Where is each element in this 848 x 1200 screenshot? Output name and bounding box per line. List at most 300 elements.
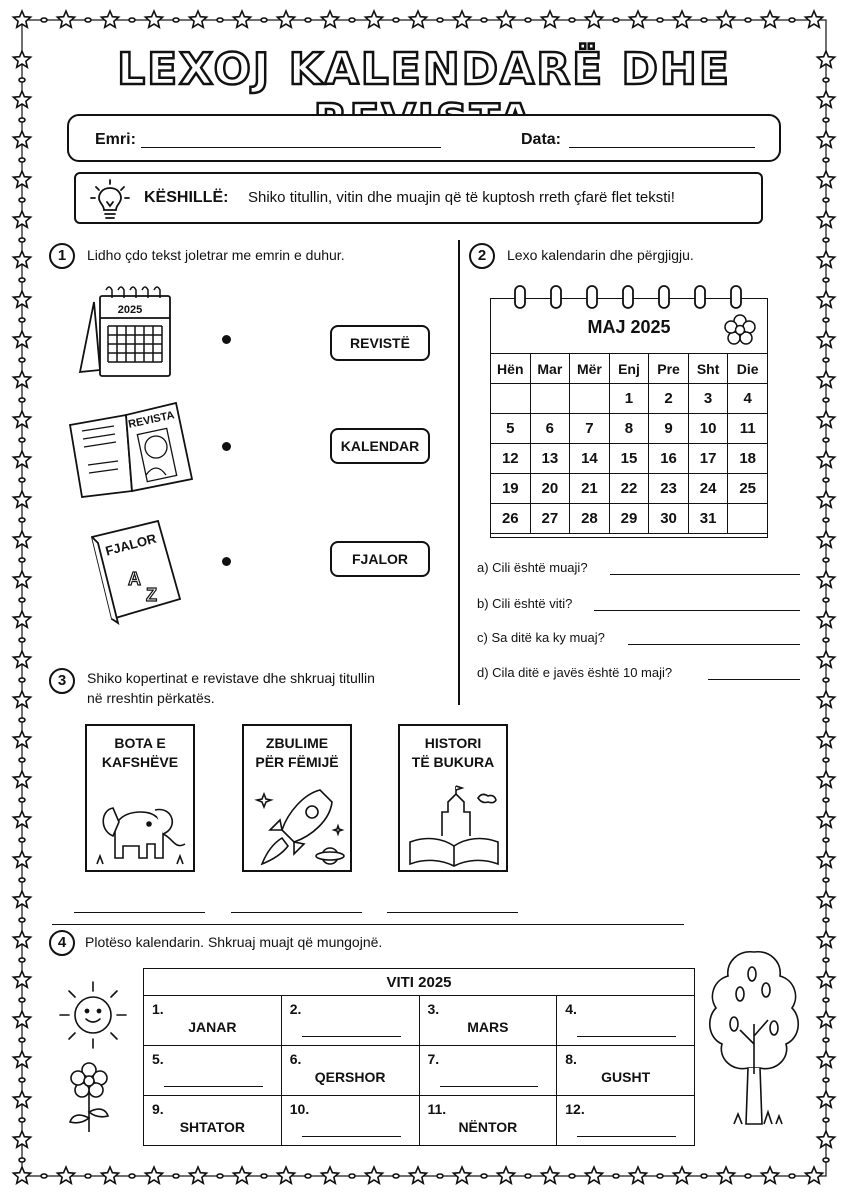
calendar-day-cell [530, 384, 570, 414]
month-name: JANAR [188, 1019, 237, 1035]
month-number: 7. [427, 1051, 440, 1067]
border-dot [85, 18, 91, 22]
date-field[interactable] [569, 147, 755, 148]
calendar-day-cell: 10 [688, 414, 728, 444]
border-star [541, 11, 558, 27]
border-dot [823, 758, 829, 762]
border-dot [525, 18, 531, 22]
year-table-row [144, 1046, 695, 1096]
section-3-number: 3 [49, 668, 75, 694]
border-dot [19, 238, 25, 242]
border-dot [173, 1174, 179, 1178]
year-table-row [144, 996, 695, 1046]
border-star [13, 331, 30, 347]
calendar-day-cell: 21 [570, 474, 610, 504]
border-dot [823, 1158, 829, 1162]
border-dot [19, 518, 25, 522]
answer-a-line[interactable] [610, 574, 800, 575]
border-star [817, 1051, 834, 1067]
rocket-icon [250, 784, 346, 868]
border-star [101, 11, 118, 27]
month-number: 4. [565, 1001, 577, 1017]
dictionary-picture-title: FJALOR [103, 530, 158, 559]
section-1-instruction: Lidho çdo tekst joletrar me emrin e duhur. [87, 247, 345, 263]
border-dot [823, 798, 829, 802]
border-star [497, 11, 514, 27]
weekday-header: Hën [491, 354, 531, 384]
section-3-instruction-line1: Shiko kopertinat e revistave dhe shkruaj titullin [87, 670, 375, 686]
border-dot [657, 1174, 663, 1178]
castle-book-icon [406, 784, 502, 868]
calendar-day-cell: 23 [649, 474, 689, 504]
border-dot [701, 18, 707, 22]
border-dot [823, 878, 829, 882]
month-number: 10. [289, 1101, 310, 1117]
section-2-number: 2 [469, 243, 495, 269]
border-dot [823, 558, 829, 562]
match-dot-2[interactable] [222, 442, 231, 451]
border-star [13, 1011, 30, 1027]
border-star [817, 1011, 834, 1027]
border-dot [393, 18, 399, 22]
section-4-number: 4 [49, 930, 75, 956]
border-star [13, 1131, 30, 1147]
border-star [13, 171, 30, 187]
border-star [805, 1167, 822, 1183]
border-dot [823, 358, 829, 362]
border-dot [19, 678, 25, 682]
date-label: Data: [521, 131, 562, 148]
border-dot [19, 1038, 25, 1042]
border-star [817, 571, 834, 587]
border-dot [305, 18, 311, 22]
calendar-day-cell: 5 [491, 414, 531, 444]
month-cell[interactable] [557, 1096, 695, 1146]
match-dot-1[interactable] [222, 335, 231, 344]
border-star [817, 251, 834, 267]
answer-c-line[interactable] [628, 644, 800, 645]
calendar-day-cell [491, 384, 531, 414]
calendar-week-row [491, 474, 768, 504]
border-star [13, 611, 30, 627]
border-dot [19, 838, 25, 842]
dictionary-letter-a: A [128, 569, 141, 589]
month-cell [144, 1096, 282, 1146]
border-star [189, 11, 206, 27]
dictionary-letter-z: Z [146, 585, 157, 605]
tree-icon [704, 944, 804, 1134]
border-dot [481, 1174, 487, 1178]
calendar-title: MAJ 2025 [587, 317, 671, 337]
border-dot [19, 758, 25, 762]
calendar-day-cell: 4 [728, 384, 768, 414]
question-a: a) Cili është muaji? [477, 560, 588, 575]
calendar-rings [505, 284, 755, 310]
border-star [805, 11, 822, 27]
month-cell[interactable] [419, 1046, 557, 1096]
calendar-day-cell: 18 [728, 444, 768, 474]
border-dot [85, 1174, 91, 1178]
border-star [145, 11, 162, 27]
border-star [817, 491, 834, 507]
calendar-day-cell: 7 [570, 414, 610, 444]
border-star [817, 451, 834, 467]
border-star [13, 571, 30, 587]
month-cell [419, 996, 557, 1046]
border-star [629, 11, 646, 27]
name-label: Emri: [95, 131, 136, 148]
border-star [233, 1167, 250, 1183]
border-dot [823, 198, 829, 202]
calendar-day-cell: 29 [609, 504, 649, 534]
magazine-cover-title-1a: BOTA E [114, 735, 166, 751]
border-star [57, 1167, 74, 1183]
calendar-day-cell: 30 [649, 504, 689, 534]
calendar-week-row [491, 444, 768, 474]
border-star [817, 1131, 834, 1147]
border-star [585, 11, 602, 27]
calendar-day-cell: 19 [491, 474, 531, 504]
weekday-header: Mar [530, 354, 570, 384]
calendar-picture [76, 282, 176, 382]
calendar-week-row [491, 414, 768, 444]
border-dot [823, 1118, 829, 1122]
border-dot [19, 878, 25, 882]
border-dot [19, 1078, 25, 1082]
month-cell[interactable] [281, 996, 419, 1046]
border-dot [349, 1174, 355, 1178]
border-dot [217, 18, 223, 22]
calendar-day-cell: 2 [649, 384, 689, 414]
year-table-row [144, 1096, 695, 1146]
border-star [189, 1167, 206, 1183]
border-dot [823, 158, 829, 162]
border-star [233, 11, 250, 27]
month-cell [419, 1096, 557, 1146]
border-star [365, 11, 382, 27]
calendar-grid [490, 353, 768, 534]
border-star [365, 1167, 382, 1183]
weekday-header: Pre [649, 354, 689, 384]
border-star [817, 291, 834, 307]
name-field[interactable] [141, 147, 441, 148]
border-dot [823, 518, 829, 522]
border-star [717, 1167, 734, 1183]
calendar-day-cell: 6 [530, 414, 570, 444]
border-star [277, 1167, 294, 1183]
section-2-instruction: Lexo kalendarin dhe përgjigju. [507, 247, 694, 263]
calendar-day-cell: 17 [688, 444, 728, 474]
calendar-day-cell: 13 [530, 444, 570, 474]
border-star [13, 891, 30, 907]
section-1-number: 1 [49, 243, 75, 269]
calendar-day-cell: 1 [609, 384, 649, 414]
match-dot-3[interactable] [222, 557, 231, 566]
lightbulb-icon [90, 178, 130, 222]
month-number: 3. [427, 1001, 440, 1017]
border-dot [823, 1038, 829, 1042]
border-dot [745, 1174, 751, 1178]
border-dot [569, 18, 575, 22]
border-star [817, 171, 834, 187]
calendar-day-cell: 22 [609, 474, 649, 504]
border-star [817, 531, 834, 547]
calendar-week-row [491, 384, 768, 414]
month-number: 2. [289, 1001, 302, 1017]
magazine-cover-title-2a: ZBULIME [265, 735, 329, 751]
border-star [453, 1167, 470, 1183]
border-star [13, 371, 30, 387]
border-star [13, 651, 30, 667]
border-star [321, 1167, 338, 1183]
tip-text: Shiko titullin, vitin dhe muajin që të kuptosh rreth çfarë flet teksti! [248, 189, 675, 206]
border-dot [745, 18, 751, 22]
month-cell [281, 1046, 419, 1096]
calendar-day-cell [728, 504, 768, 534]
border-dot [789, 1174, 795, 1178]
border-dot [823, 1078, 829, 1082]
tip-box [74, 172, 763, 224]
may-calendar [490, 298, 768, 538]
calendar-day-cell: 3 [688, 384, 728, 414]
border-dot [437, 18, 443, 22]
month-name: MARS [467, 1019, 509, 1035]
month-cell [144, 996, 282, 1046]
month-name: GUSHT [601, 1069, 651, 1085]
calendar-day-cell: 31 [688, 504, 728, 534]
sun-icon [56, 978, 130, 1052]
magazine-cover-discoveries [242, 724, 352, 872]
border-dot [823, 478, 829, 482]
border-dot [19, 158, 25, 162]
border-star [13, 1051, 30, 1067]
border-star [817, 651, 834, 667]
border-dot [261, 18, 267, 22]
border-star [629, 1167, 646, 1183]
border-dot [19, 318, 25, 322]
border-star [817, 411, 834, 427]
border-dot [19, 598, 25, 602]
border-dot [613, 1174, 619, 1178]
answer-d-line[interactable] [708, 679, 800, 680]
border-star [817, 1091, 834, 1107]
border-star [13, 1167, 30, 1183]
border-star [13, 211, 30, 227]
border-dot [305, 1174, 311, 1178]
border-star [817, 851, 834, 867]
word-box-revista[interactable]: REVISTË [330, 325, 430, 361]
border-dot [19, 278, 25, 282]
border-star [13, 411, 30, 427]
calendar-picture-year: 2025 [117, 304, 143, 316]
magazine-title-line-2[interactable] [231, 912, 362, 913]
section-3-instruction-line2: në rreshtin përkatës. [87, 690, 215, 706]
month-answer-line[interactable] [577, 1036, 676, 1037]
calendar-day-cell: 12 [491, 444, 531, 474]
border-dot [701, 1174, 707, 1178]
border-star [13, 731, 30, 747]
border-star [13, 491, 30, 507]
border-dot [525, 1174, 531, 1178]
border-dot [823, 918, 829, 922]
border-star [321, 11, 338, 27]
border-star [817, 371, 834, 387]
border-dot [657, 18, 663, 22]
calendar-day-cell [570, 384, 610, 414]
question-c: c) Sa ditë ka ky muaj? [477, 630, 605, 645]
border-dot [613, 18, 619, 22]
border-star [817, 971, 834, 987]
border-star [13, 931, 30, 947]
weekday-header: Mër [570, 354, 610, 384]
border-star [13, 971, 30, 987]
word-box-fjalor[interactable]: FJALOR [330, 541, 430, 577]
border-star [13, 451, 30, 467]
tip-label: KËSHILLË: [144, 189, 229, 206]
border-star [13, 851, 30, 867]
calendar-day-cell: 9 [649, 414, 689, 444]
border-dot [823, 838, 829, 842]
border-dot [823, 638, 829, 642]
month-number: 9. [152, 1101, 164, 1117]
border-dot [19, 798, 25, 802]
border-star [13, 251, 30, 267]
answer-b-line[interactable] [594, 610, 800, 611]
border-dot [19, 438, 25, 442]
border-star [817, 611, 834, 627]
border-dot [19, 1158, 25, 1162]
calendar-day-cell: 27 [530, 504, 570, 534]
border-star [761, 11, 778, 27]
border-star [817, 331, 834, 347]
calendar-day-cell: 14 [570, 444, 610, 474]
border-star [817, 211, 834, 227]
border-star [13, 811, 30, 827]
border-dot [129, 18, 135, 22]
magazine-cover-stories [398, 724, 508, 872]
border-dot [19, 398, 25, 402]
border-dot [217, 1174, 223, 1178]
question-d: d) Cila ditë e javës është 10 maji? [477, 665, 673, 680]
month-number: 11. [427, 1101, 447, 1117]
border-dot [823, 278, 829, 282]
magazine-cover-title-3b: TË BUKURA [411, 754, 495, 770]
month-number: 8. [565, 1051, 577, 1067]
border-dot [823, 398, 829, 402]
border-star [817, 931, 834, 947]
border-star [817, 891, 834, 907]
month-answer-line[interactable] [577, 1136, 676, 1137]
magazine-picture-title: REVISTA [127, 409, 176, 431]
calendar-day-cell: 11 [728, 414, 768, 444]
month-answer-line[interactable] [164, 1086, 263, 1087]
magazine-cover-title-2b: PËR FËMIJË [255, 754, 339, 770]
border-dot [173, 18, 179, 22]
month-number: 5. [152, 1051, 164, 1067]
border-star [497, 1167, 514, 1183]
border-dot [823, 958, 829, 962]
border-star [717, 11, 734, 27]
calendar-day-cell: 25 [728, 474, 768, 504]
month-cell[interactable] [144, 1046, 282, 1096]
border-dot [823, 318, 829, 322]
year-table-title: VITI 2025 [143, 968, 695, 995]
border-star [13, 291, 30, 307]
magazine-cover-animals [85, 724, 195, 872]
name-date-box [67, 114, 781, 162]
border-dot [437, 1174, 443, 1178]
month-answer-line[interactable] [302, 1136, 401, 1137]
border-star [817, 811, 834, 827]
border-star [409, 1167, 426, 1183]
calendar-day-cell: 15 [609, 444, 649, 474]
border-dot [19, 358, 25, 362]
border-dot [823, 598, 829, 602]
border-dot [481, 18, 487, 22]
border-star [453, 11, 470, 27]
border-star [817, 731, 834, 747]
month-answer-line[interactable] [440, 1086, 539, 1087]
section-separator [52, 924, 684, 925]
magazine-title-line-1[interactable] [74, 912, 205, 913]
border-dot [261, 1174, 267, 1178]
border-star [13, 1091, 30, 1107]
section-divider [458, 240, 460, 705]
elephant-icon [93, 788, 189, 868]
border-star [13, 11, 30, 27]
month-name: SHTATOR [179, 1119, 246, 1135]
calendar-day-cell: 20 [530, 474, 570, 504]
weekday-header: Sht [688, 354, 728, 384]
border-star [673, 1167, 690, 1183]
dictionary-picture [80, 515, 190, 625]
flower-icon [723, 313, 757, 347]
border-star [541, 1167, 558, 1183]
month-name: NËNTOR [458, 1119, 518, 1135]
calendar-day-cell: 28 [570, 504, 610, 534]
calendar-day-cell: 8 [609, 414, 649, 444]
month-number: 6. [289, 1051, 302, 1067]
border-star [13, 691, 30, 707]
month-cell[interactable] [557, 996, 695, 1046]
month-name: QERSHOR [314, 1069, 386, 1085]
section-4-instruction: Plotëso kalendarin. Shkruaj muajt që mungojnë. [85, 934, 383, 950]
border-dot [789, 18, 795, 22]
border-dot [823, 438, 829, 442]
word-box-kalendar[interactable]: KALENDAR [330, 428, 430, 464]
border-dot [129, 1174, 135, 1178]
border-star [101, 1167, 118, 1183]
magazine-title-line-3[interactable] [387, 912, 518, 913]
page-title: LEXOJ KALENDARË DHE [117, 44, 731, 95]
calendar-week-row [491, 504, 768, 534]
month-cell [557, 1046, 695, 1096]
year-months-table [143, 995, 695, 1146]
month-cell[interactable] [281, 1096, 419, 1146]
month-answer-line[interactable] [302, 1036, 401, 1037]
border-dot [393, 1174, 399, 1178]
border-star [673, 11, 690, 27]
flower-plant-icon [64, 1062, 114, 1134]
magazine-cover-title-1b: KAFSHËVE [101, 754, 179, 770]
weekday-header: Enj [609, 354, 649, 384]
border-dot [19, 558, 25, 562]
month-number: 12. [565, 1101, 585, 1117]
border-star [277, 11, 294, 27]
border-star [585, 1167, 602, 1183]
weekday-header: Die [728, 354, 768, 384]
border-dot [823, 718, 829, 722]
